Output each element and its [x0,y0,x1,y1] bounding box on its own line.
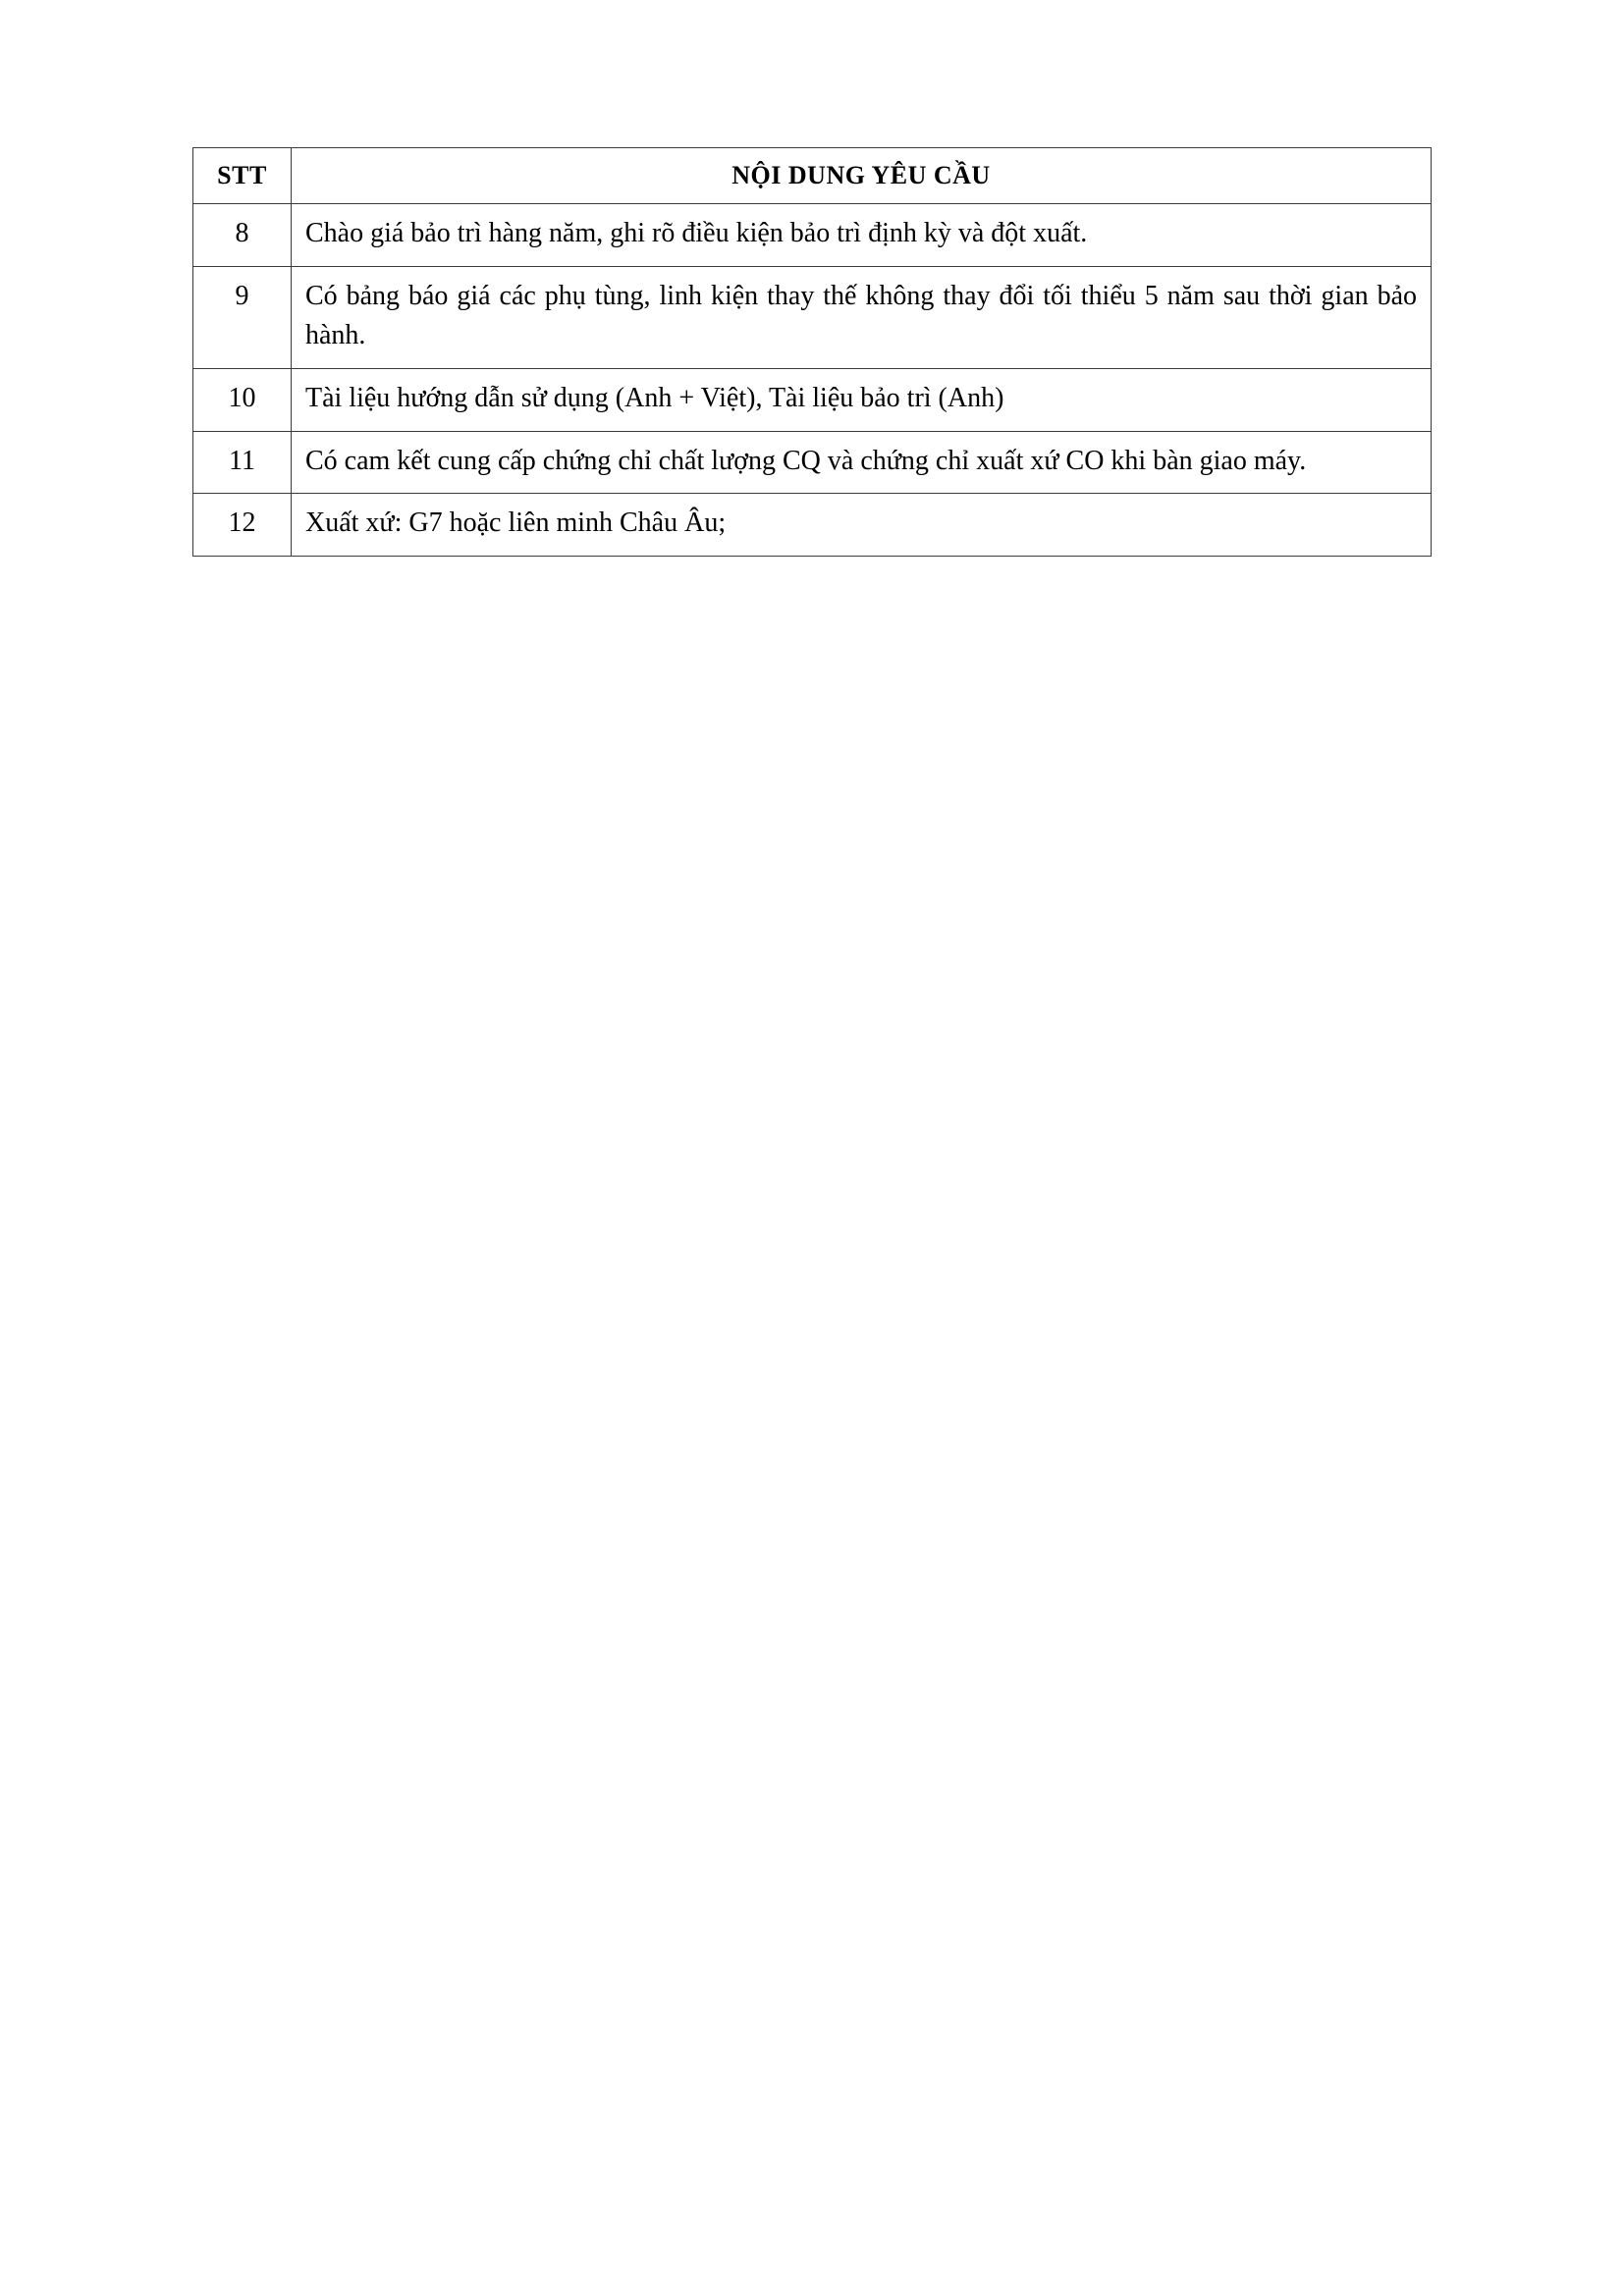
cell-stt: 12 [193,494,292,557]
table-header-row [193,148,1432,204]
cell-content: Có cam kết cung cấp chứng chỉ chất lượng CQ và chứng chỉ xuất xứ CO khi bàn giao máy. [292,431,1432,494]
cell-stt: 8 [193,204,292,267]
column-header-stt: STT [193,148,292,204]
requirements-table [192,147,1432,557]
cell-stt: 9 [193,266,292,368]
cell-content: Tài liệu hướng dẫn sử dụng (Anh + Việt), Tài liệu bảo trì (Anh) [292,368,1432,431]
table-row [193,431,1432,494]
table-row [193,494,1432,557]
cell-content: Xuất xứ: G7 hoặc liên minh Châu Âu; [292,494,1432,557]
cell-content: Có bảng báo giá các phụ tùng, linh kiện thay thế không thay đổi tối thiểu 5 năm sau thời gian bảo hành. [292,266,1432,368]
table-header [193,148,1432,204]
cell-content: Chào giá bảo trì hàng năm, ghi rõ điều kiện bảo trì định kỳ và đột xuất. [292,204,1432,267]
cell-stt: 11 [193,431,292,494]
table-body [193,204,1432,557]
cell-stt: 10 [193,368,292,431]
column-header-content: NỘI DUNG YÊU CẦU [292,148,1432,204]
table-row [193,204,1432,267]
table-row [193,266,1432,368]
table-row [193,368,1432,431]
